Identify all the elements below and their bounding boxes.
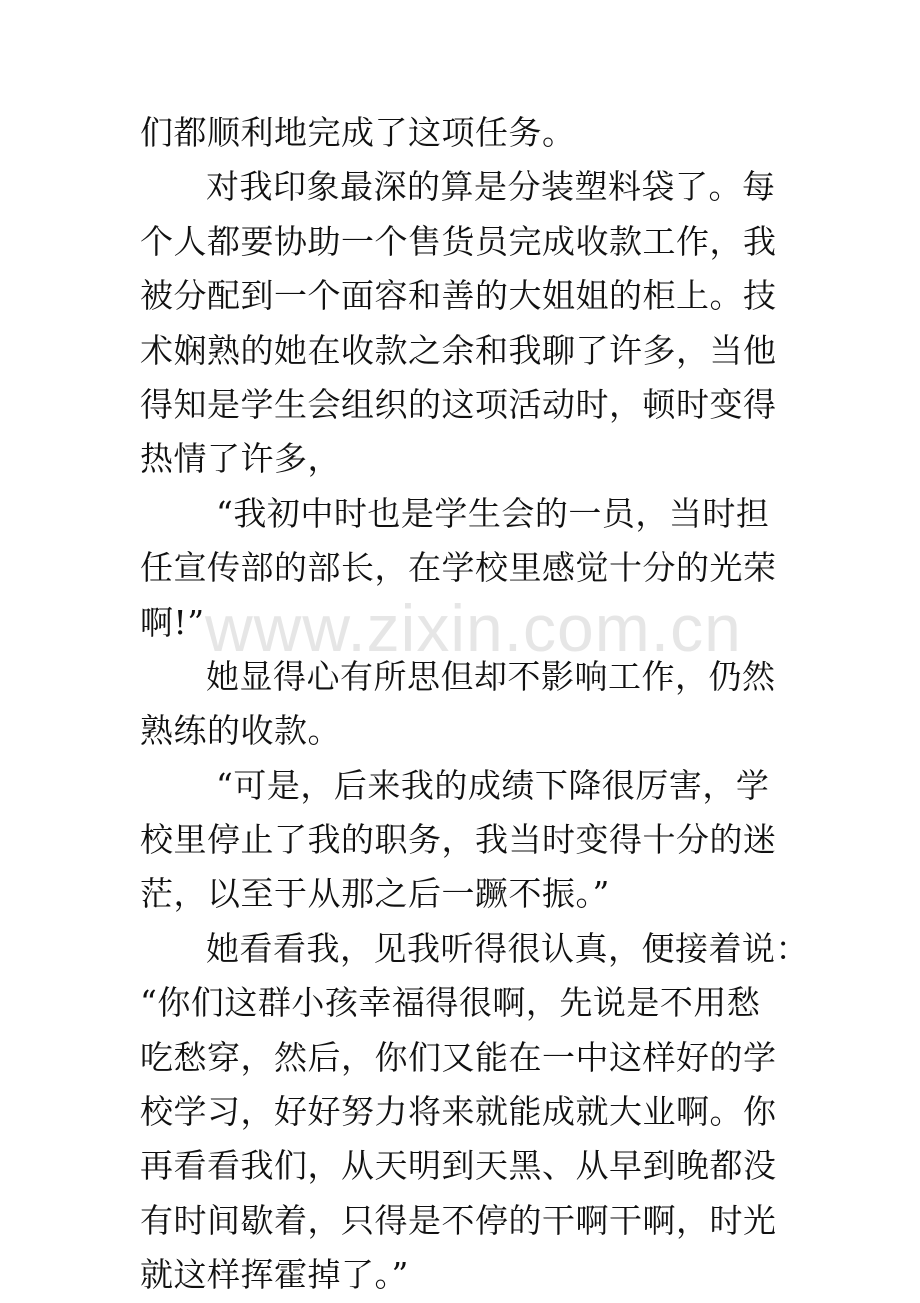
text-line: 术娴熟的她在收款之余和我聊了许多，当他 — [140, 330, 777, 370]
text-line: 们都顺利地完成了这项任务。 — [140, 113, 576, 152]
text-line: 茫，以至于从那之后一蹶不振。” — [140, 874, 610, 914]
text-line: 熟练的收款。 — [140, 711, 341, 751]
text-line: “你们这群小孩幸福得很啊，先说是不用愁 — [140, 983, 761, 1023]
text-line: 就这样挥霍掉了。” — [140, 1255, 409, 1295]
text-line: 她显得心有所思但却不影响工作，仍然 — [206, 656, 776, 696]
text-line: 她看看我，见我听得很认真，便接着说： — [206, 928, 809, 968]
text-line: 校里停止了我的职务，我当时变得十分的迷 — [140, 820, 777, 860]
text-line: “可是，后来我的成绩下降很厉害，学 — [216, 765, 770, 805]
text-line: 吃愁穿，然后，你们又能在一中这样好的学 — [140, 1037, 777, 1077]
text-line: 被分配到一个面容和善的大姐姐的柜上。技 — [140, 276, 777, 316]
text-line: 校学习，好好努力将来就能成就大业啊。你 — [140, 1092, 777, 1132]
text-line: 再看看我们，从天明到天黑、从早到晚都没 — [140, 1146, 777, 1186]
text-line: 有时间歇着，只得是不停的干啊干啊，时光 — [140, 1200, 777, 1240]
text-line: 个人都要协助一个售货员完成收款工作，我 — [140, 221, 777, 261]
text-line: “我初中时也是学生会的一员，当时担 — [216, 493, 770, 533]
text-line: 得知是学生会组织的这项活动时，顿时变得 — [140, 384, 777, 424]
watermark-text: www.zixin.com.cn — [205, 591, 742, 665]
text-line: 啊!” — [140, 602, 205, 642]
text-line: 对我印象最深的算是分装塑料袋了。每 — [206, 167, 776, 207]
text-line: 任宣传部的部长，在学校里感觉十分的光荣 — [140, 548, 777, 588]
text-line: 热情了许多， — [140, 439, 341, 479]
body-text — [140, 106, 809, 1303]
